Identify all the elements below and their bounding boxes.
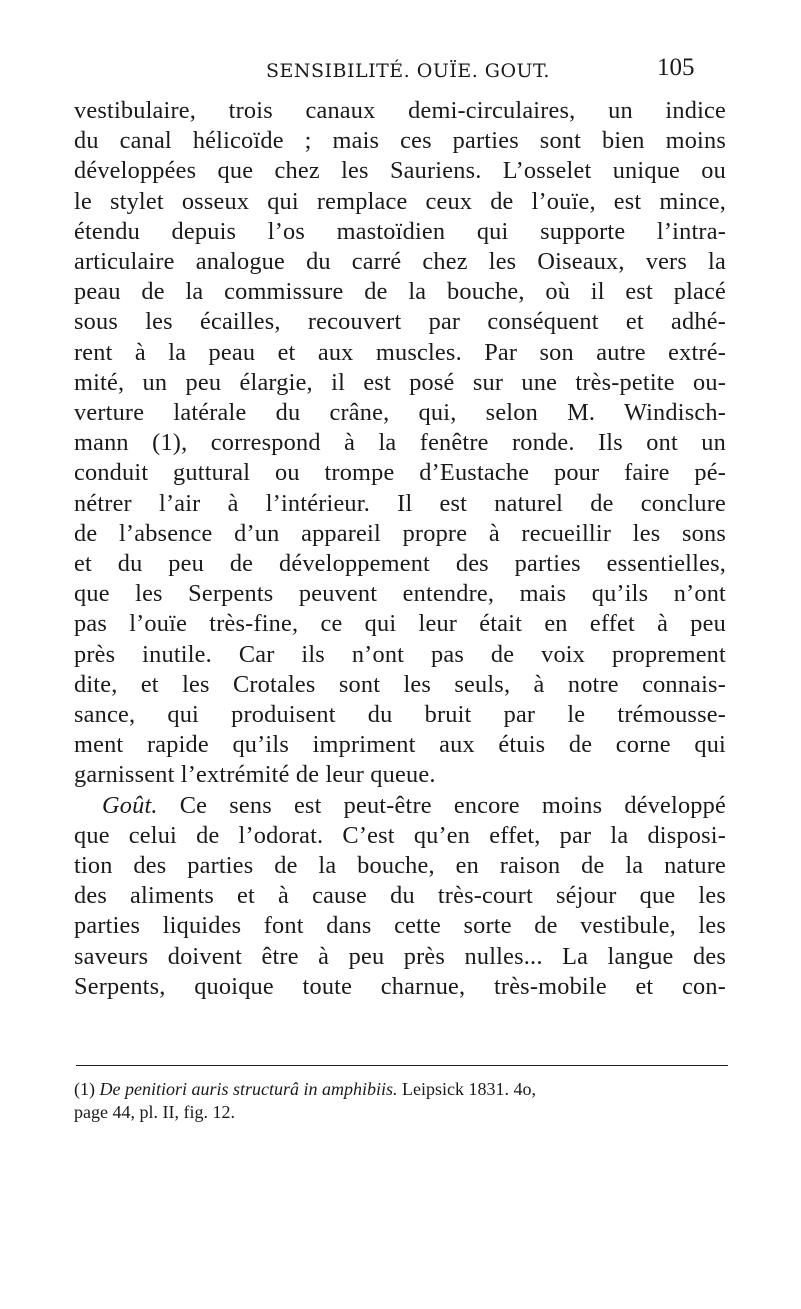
section-lead-word: Goût. — [102, 791, 158, 819]
text-line: conduit guttural ou trompe d’Eustache pour faire pé- — [74, 459, 726, 487]
text-line: de l’absence d’un appareil propre à recueillir les sons — [74, 519, 726, 547]
text-line: que les Serpents peuvent entendre, mais qu’ils n’ont — [74, 580, 726, 608]
text-line: des aliments et à cause du très-court séjour que les — [74, 882, 726, 910]
text-line: nétrer l’air à l’intérieur. Il est naturel de conclure — [74, 489, 726, 517]
text-line: peau de la commissure de la bouche, où il est placé — [74, 278, 726, 306]
text-line: et du peu de développement des parties essentielles, — [74, 550, 726, 578]
text-line: tion des parties de la bouche, en raison de la nature — [74, 852, 726, 880]
text-line: rent à la peau et aux muscles. Par son autre extré- — [74, 338, 726, 366]
footnote — [74, 1078, 734, 1124]
footnote-publication: Leipsick 1831. 4o, — [397, 1079, 536, 1099]
text-line: articulaire analogue du carré chez les Oiseaux, vers la — [74, 248, 726, 276]
text-line: mann (1), correspond à la fenêtre ronde. Ils ont un — [74, 429, 726, 457]
text-line: verture latérale du crâne, qui, selon M. Windisch- — [74, 399, 726, 427]
footnote-title: De penitiori auris structurâ in amphibiis. — [99, 1079, 398, 1099]
text-line: mité, un peu élargie, il est posé sur une très-petite ou- — [74, 368, 726, 396]
text-fragment: Ce sens est peut-être encore moins développé — [157, 791, 726, 819]
footnote-marker: (1) — [74, 1079, 100, 1099]
text-line: le stylet osseux qui remplace ceux de l’ouïe, est mince, — [74, 187, 726, 215]
text-line: sance, qui produisent du bruit par le trémousse- — [74, 701, 726, 729]
text-line: dite, et les Crotales sont les seuls, à notre connais- — [74, 670, 726, 698]
text-line: garnissent l’extrémité de leur queue. — [74, 761, 436, 789]
text-line: près inutile. Car ils n’ont pas de voix proprement — [74, 640, 726, 668]
text-line: ment rapide qu’ils impriment aux étuis de corne qui — [74, 731, 726, 759]
text-line: que celui de l’odorat. C’est qu’en effet, par la disposi- — [74, 821, 726, 849]
footnote-separator — [76, 1065, 728, 1066]
text-line: pas l’ouïe très-fine, ce qui leur était en effet à peu — [74, 610, 726, 638]
text-line: du canal hélicoïde ; mais ces parties sont bien moins — [74, 127, 726, 155]
footnote-line: page 44, pl. II, fig. 12. — [74, 1102, 235, 1122]
text-line: Serpents, quoique toute charnue, très-mobile et con- — [74, 972, 726, 1000]
text-line: parties liquides font dans cette sorte de vestibule, les — [74, 912, 726, 940]
text-line: vestibulaire, trois canaux demi-circulaires, un indice — [74, 97, 726, 124]
main-text — [74, 96, 726, 1002]
footnote-line — [74, 1078, 734, 1101]
text-line: étendu depuis l’os mastoïdien qui supporte l’intra- — [74, 217, 726, 245]
text-line: développées que chez les Sauriens. L’osselet unique ou — [74, 157, 726, 185]
running-title: SENSIBILITÉ. OUÏE. GOUT. — [266, 60, 550, 82]
text-line: sous les écailles, recouvert par conséquent et adhé- — [74, 308, 726, 336]
paragraph-goût-first-line — [74, 791, 726, 821]
page-number: 105 — [657, 54, 695, 81]
text-line: saveurs doivent être à peu près nulles... La langue des — [74, 942, 726, 970]
